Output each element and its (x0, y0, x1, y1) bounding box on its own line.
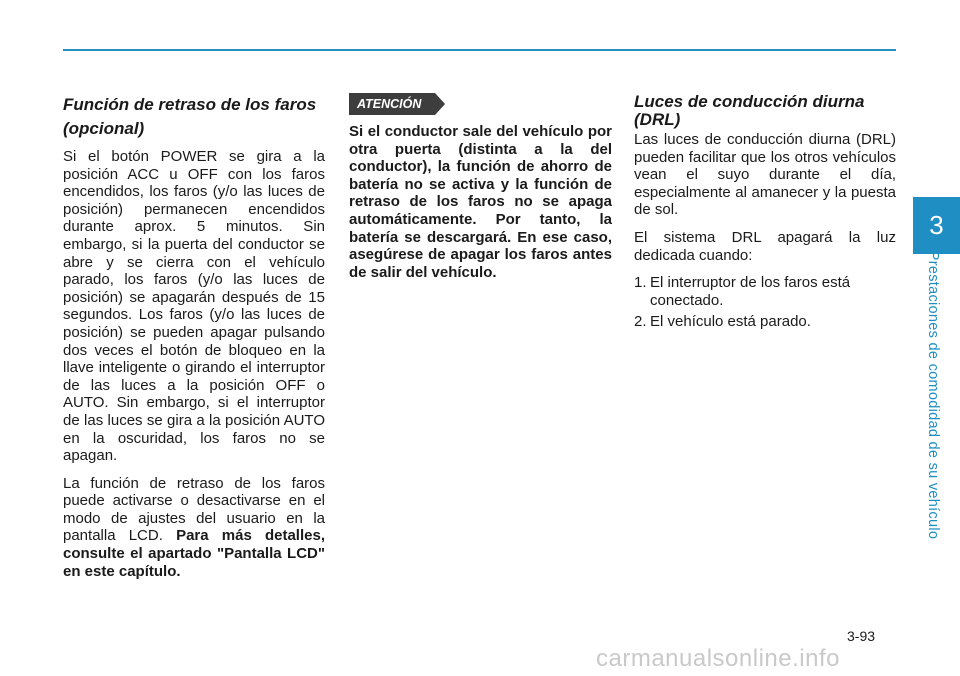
drl-conditions-list (634, 274, 896, 331)
warning-text: Si el conductor sale del vehículo por otra puerta (distinta a la del conductor), la función de ahorro de batería no se activa y la función de retraso de los faros no se apaga automáticamente. Por tanto, la batería se descargará. En ese caso, asegúrese de apagar los faros antes de salir del vehículo. (349, 123, 612, 281)
list-item (634, 313, 896, 331)
headlight-delay-paragraph-1: Si el botón POWER se gira a la posición ACC u OFF con los faros encendidos, los faros (y/o las luces de posición) permanecen encendidos durante aprox. 5 minutos. Sin embargo, si la puerta del conductor se abre y se cierra con el vehículo parado, los faros (y/o las luces de posición) se apagarán después de 15 segundos. Los faros (y/o las luces de posición) se pueden apagar pulsando dos veces el botón de bloqueo en la llave inteligente o girando el interruptor de las luces a la posición OFF o AUTO. Sin embargo, si el interruptor de las luces se gira a la posición AUTO en la oscuridad, los faros no se apagan. (63, 148, 325, 465)
column-middle (349, 93, 612, 291)
watermark: carmanualsonline.info (596, 645, 840, 672)
list-item-text: El vehículo está parado. (650, 313, 811, 331)
section-label: Prestaciones de comodidad de su vehículo (925, 250, 941, 540)
header-rule (63, 49, 896, 51)
drl-title: Luces de conducción diurna (DRL) (634, 92, 865, 129)
list-item-text: El interruptor de los faros está conectado. (650, 274, 851, 309)
column-right (634, 93, 896, 335)
headlight-delay-title: Función de retraso de los faros (opcional) (63, 95, 317, 138)
headlight-delay-paragraph-2 (63, 475, 325, 581)
list-item-number: 2. (634, 313, 647, 331)
list-item-number: 1. (634, 274, 647, 292)
page-number: 3-93 (847, 628, 876, 644)
warning-badge: ATENCIÓN (349, 93, 435, 115)
lcd-reference-text: Para más detalles, consulte el apartado "Pantalla LCD" en este capítulo. (63, 527, 325, 580)
chapter-number: 3 (929, 210, 944, 240)
list-item (634, 274, 896, 309)
lcd-setting-text: La función de retraso de los faros puede activarse o desactivarse en el modo de ajustes del usuario en la pantalla LCD. (63, 474, 325, 545)
column-left (63, 93, 325, 590)
drl-paragraph-2: El sistema DRL apagará la luz dedicada cuando: (634, 228, 896, 264)
chapter-tab (913, 197, 960, 254)
drl-paragraph-1: Las luces de conducción diurna (DRL) pueden facilitar que los otros vehículos vean el suyo durante el día, especialmente al amanecer y la puesta de sol. (634, 131, 896, 219)
